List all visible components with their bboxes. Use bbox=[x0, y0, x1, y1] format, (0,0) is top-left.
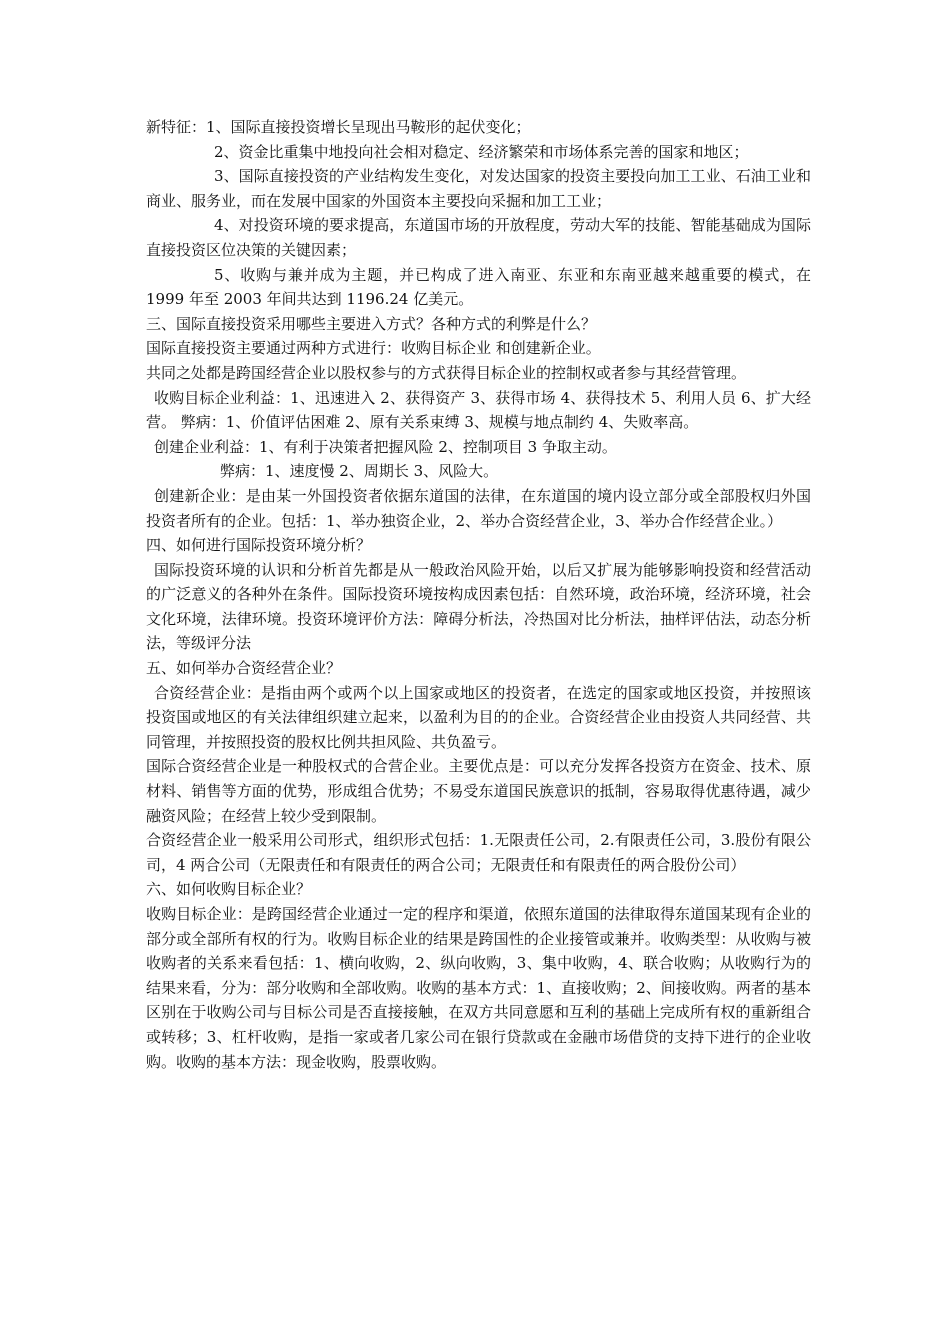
paragraph-joint-venture-definition: 合资经营企业：是指由两个或两个以上国家或地区的投资者，在选定的国家或地区投资，并按照该投资国或地区的有关法律组织建立起来，以盈利为目的的企业。合资经营企业由投资人共同经营、共同管理，并按照投资的股权比例共担风险、共负盈亏。 bbox=[146, 683, 811, 751]
section-heading-5: 五、如何举办合资经营企业？ bbox=[146, 659, 342, 678]
paragraph-acquisition-definition: 收购目标企业：是跨国经营企业通过一定的程序和渠道，依照东道国的法律取得东道国某现有企业的部分或全部所有权的行为。收购目标企业的结果是跨国性的企业接管或兼并。收购类型：从收购与被收购者的关系来看包括：1、横向收购，2、纵向收购，3、集中收购，4、联合收购；从收购行为的结果来看，分为：部分收购和全部收购。收购的基本方式：1、直接收购；2、间接收购。两者的基本区别在于收购公司与目标公司是否直接接触，在双方共同意愿和互利的基础上完成所有权的重新组合或转移；3、杠杆收购，是指一家或者几家公司在银行贷款或在金融市场借贷的支持下进行的企业收购。收购的基本方法：现金收购，股票收购。 bbox=[146, 905, 811, 1071]
paragraph-acquisition-pros-cons: 收购目标企业利益：1、迅速进入 2、获得资产 3、获得市场 4、获得技术 5、利用人员 6、扩大经营。 弊病：1、价值评估困难 2、原有关系束缚 3、规模与地点制约 4、失败率高。 bbox=[146, 388, 811, 432]
paragraph-feature-3: 3、国际直接投资的产业结构发生变化，对发达国家的投资主要投向加工工业、石油工业和商业、服务业，而在发展中国家的外国资本主要投向采掘和加工工业； bbox=[146, 167, 811, 210]
paragraph-feature-5: 5、收购与兼并成为主题，并已构成了进入南亚、东亚和东南亚越来越重要的模式，在 1999 年至 2003 年间共达到 1196.24 亿美元。 bbox=[146, 265, 811, 309]
paragraph-entry-methods: 国际直接投资主要通过两种方式进行：收购目标企业 和创建新企业。 bbox=[146, 339, 601, 358]
paragraph-investment-environment: 国际投资环境的认识和分析首先都是从一般政治风险开始，以后又扩展为能够影响投资和经营活动的广泛意义的各种外在条件。国际投资环境按构成因素包括：自然环境，政治环境，经济环境，社会文化环境，法律环境。投资环境评价方法：障碍分析法，冷热国对比分析法，抽样评估法，动态分析法，等级评分法 bbox=[146, 560, 811, 653]
paragraph-new-features: 新特征：1、国际直接投资增长呈现出马鞍形的起伏变化； bbox=[146, 118, 531, 136]
paragraph-greenfield-definition: 创建新企业：是由某一外国投资者依据东道国的法律，在东道国的境内设立部分或全部股权归外国投资者所有的企业。包括：1、举办独资企业，2、举办合资经营企业，3、举办合作经营企业。） bbox=[146, 486, 811, 530]
paragraph-joint-venture-advantages: 国际合资经营企业是一种股权式的合营企业。主要优点是：可以充分发挥各投资方在资金、技术、原材料、销售等方面的优势，形成组合优势；不易受东道国民族意识的抵制，容易取得优惠待遇，减少融资风险；在经营上较少受到限制。 bbox=[146, 757, 811, 825]
paragraph-greenfield-cons: 弊病：1、速度慢 2、周期长 3、风险大。 bbox=[220, 462, 499, 481]
section-heading-4: 四、如何进行国际投资环境分析？ bbox=[146, 536, 372, 555]
paragraph-feature-4: 4、对投资环境的要求提高，东道国市场的开放程度，劳动大军的技能、智能基础成为国际直接投资区位决策的关键因素； bbox=[146, 216, 811, 259]
paragraph-greenfield-pros: 创建企业利益：1、有利于决策者把握风险 2、控制项目 3 争取主动。 bbox=[154, 437, 617, 456]
paragraph-feature-2: 2、资金比重集中地投向社会相对稳定、经济繁荣和市场体系完善的国家和地区； bbox=[214, 142, 749, 161]
paragraph-joint-venture-forms: 合资经营企业一般采用公司形式，组织形式包括：1.无限责任公司，2.有限责任公司，3.股份有限公司，4 两合公司（无限责任和有限责任的两合公司；无限责任和有限责任的两合股份公司） bbox=[146, 831, 811, 874]
paragraph-common-points: 共同之处都是跨国经营企业以股权参与的方式获得目标企业的控制权或者参与其经营管理。 bbox=[146, 363, 747, 382]
section-heading-3: 三、国际直接投资采用哪些主要进入方式？各种方式的利弊是什么？ bbox=[146, 314, 597, 333]
section-heading-6: 六、如何收购目标企业？ bbox=[146, 880, 312, 899]
document-body bbox=[146, 115, 811, 1074]
